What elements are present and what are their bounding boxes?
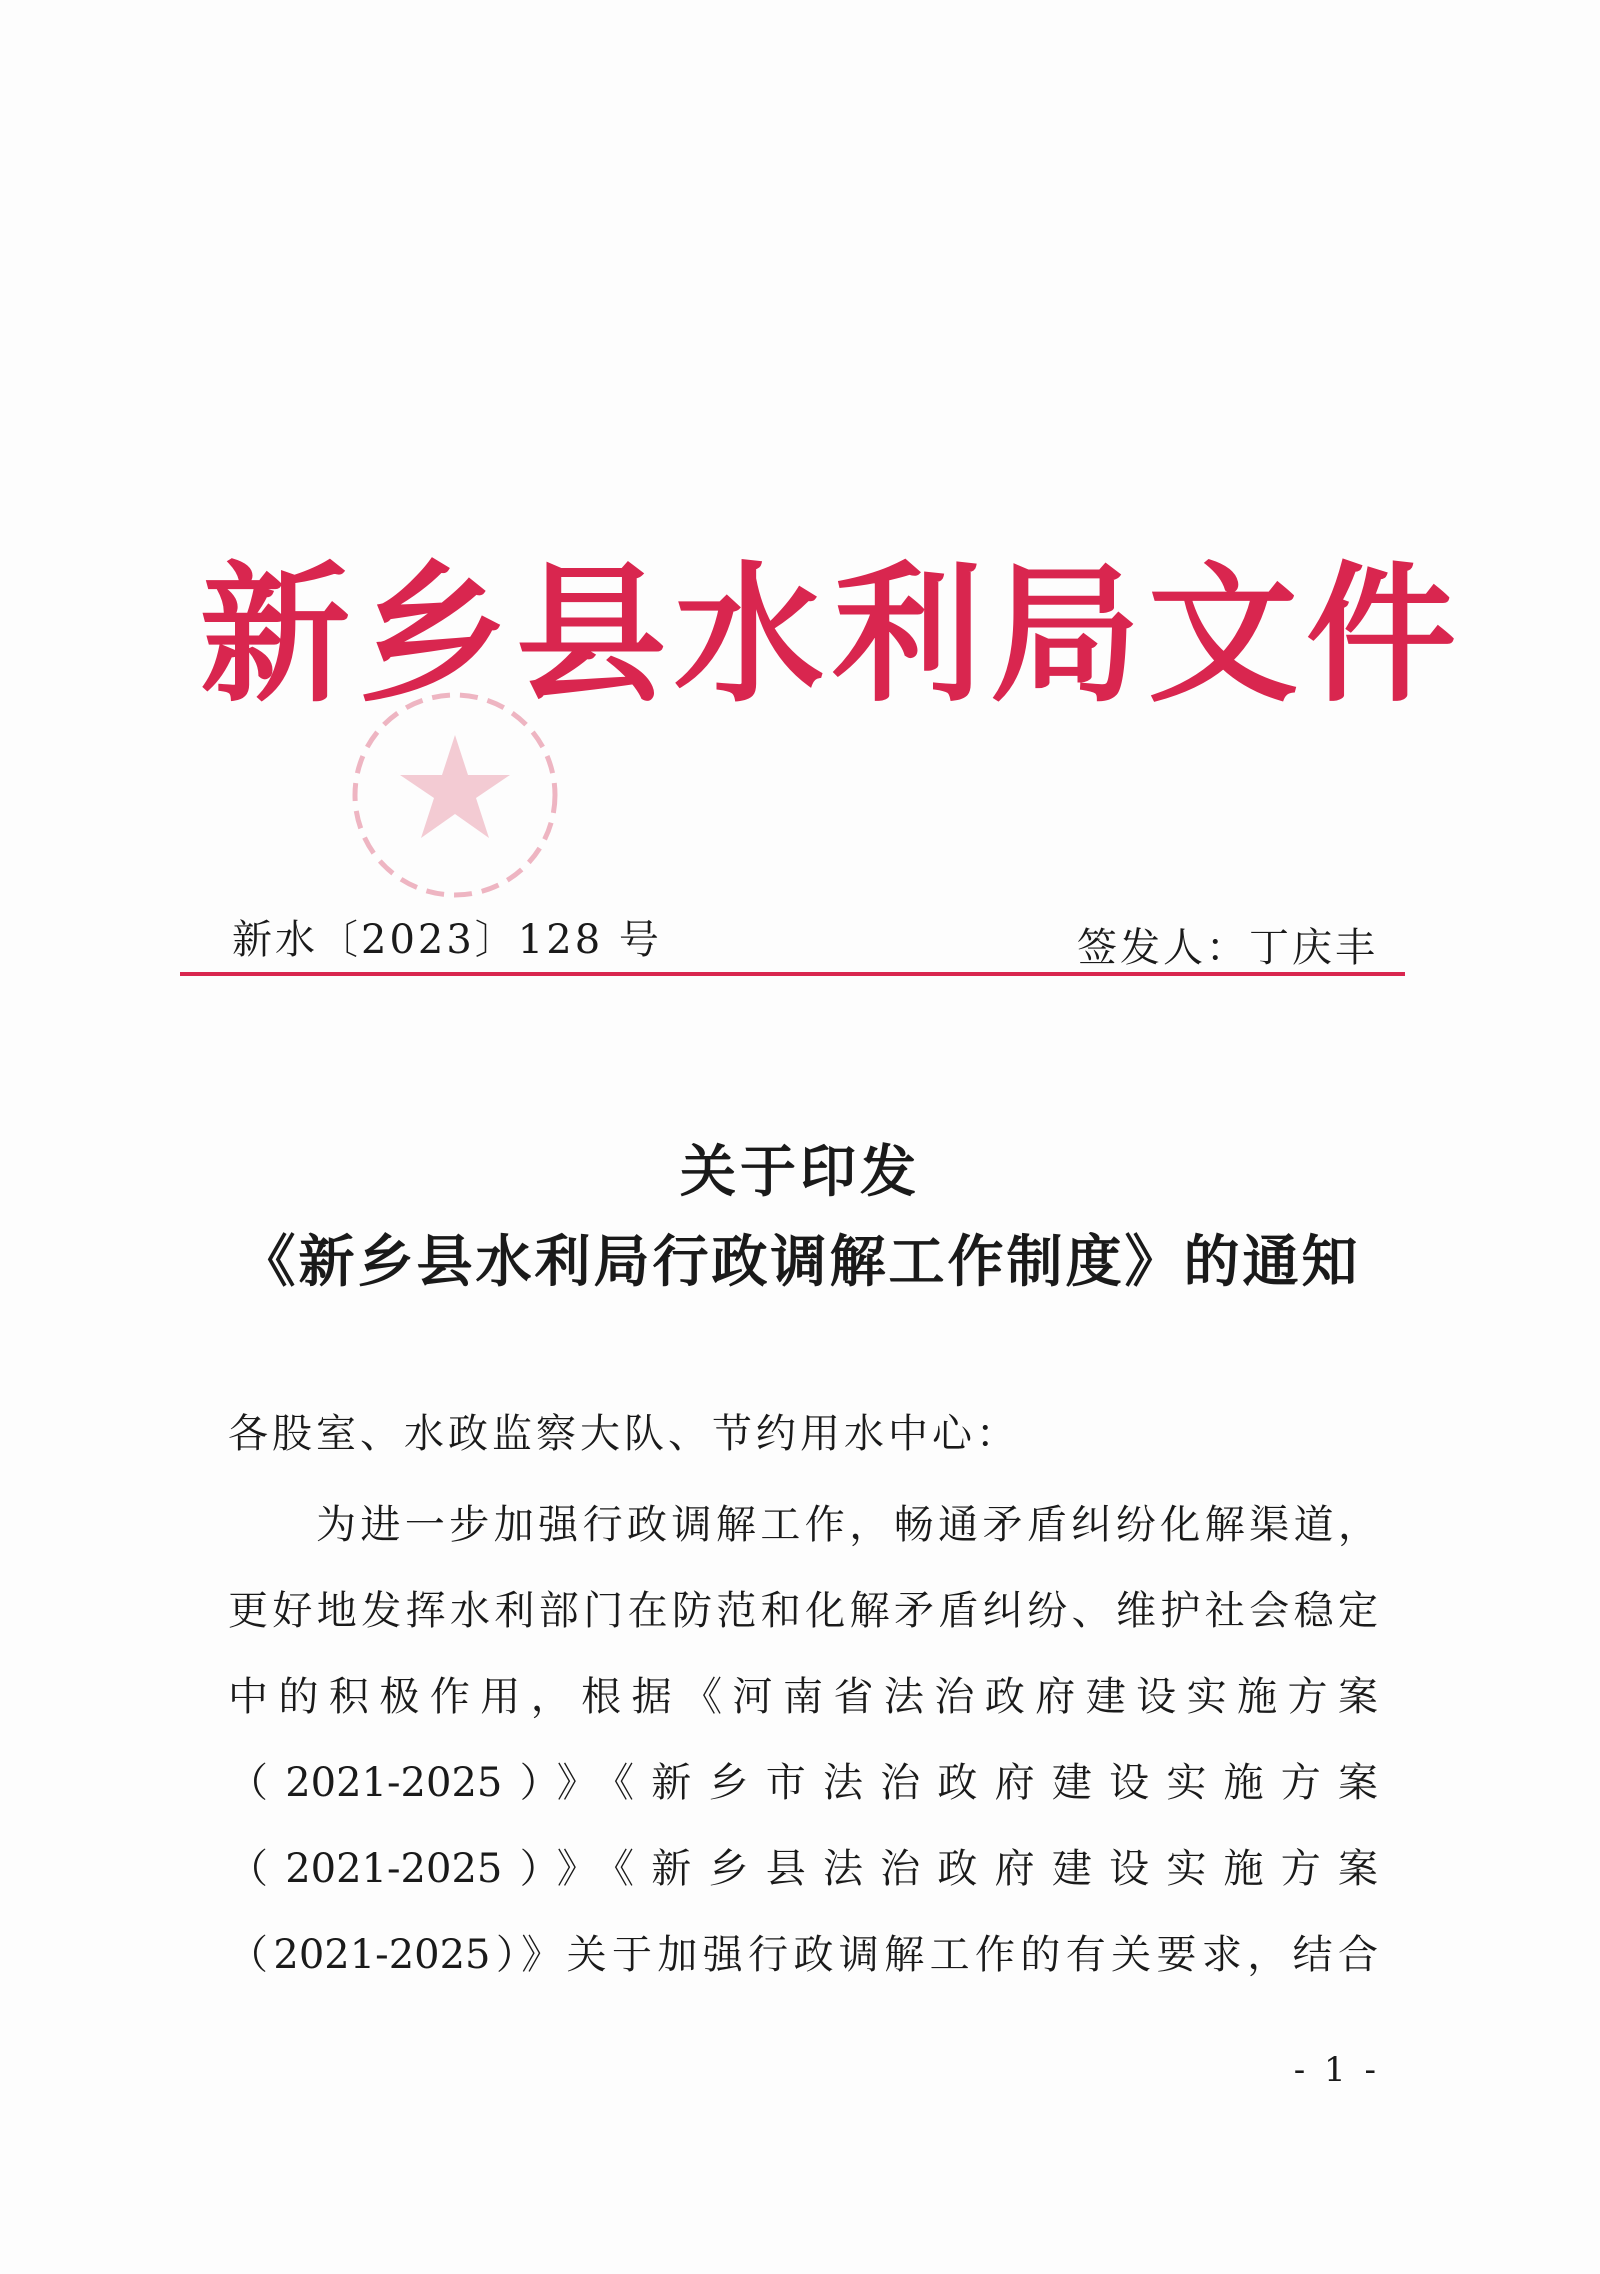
notice-title-line1: 关于印发 — [680, 1139, 920, 1205]
signer-line: 签发人：丁庆丰 — [1077, 925, 1378, 971]
body-line: 更好地发挥水利部门在防范和化解矛盾纠纷、维护社会稳定 — [228, 1588, 1378, 1634]
body-line: （2021-2025）》关于加强行政调解工作的有关要求，结合 — [228, 1932, 1378, 1978]
body-line: 中的积极作用，根据《河南省法治政府建设实施方案 — [228, 1674, 1378, 1720]
red-separator-line — [180, 972, 1405, 976]
body-line: （2021-2025）》《新乡县法治政府建设实施方案 — [228, 1846, 1378, 1892]
addressee: 各股室、水政监察大队、节约用水中心： — [228, 1411, 1020, 1457]
body-text — [228, 1482, 1378, 1998]
body-line: 为进一步加强行政调解工作，畅通矛盾纠纷化解渠道， — [316, 1502, 1378, 1548]
body-line: （2021-2025）》《新乡市法治政府建设实施方案 — [228, 1760, 1378, 1806]
page-number: - 1 - — [1293, 2050, 1380, 2090]
masthead-title: 新乡县水利局文件 — [200, 547, 1465, 723]
official-seal-stamp — [340, 680, 570, 910]
notice-title-line2: 《新乡县水利局行政调解工作制度》的通知 — [239, 1229, 1361, 1295]
document-number: 新水〔2023〕128 号 — [232, 917, 662, 963]
